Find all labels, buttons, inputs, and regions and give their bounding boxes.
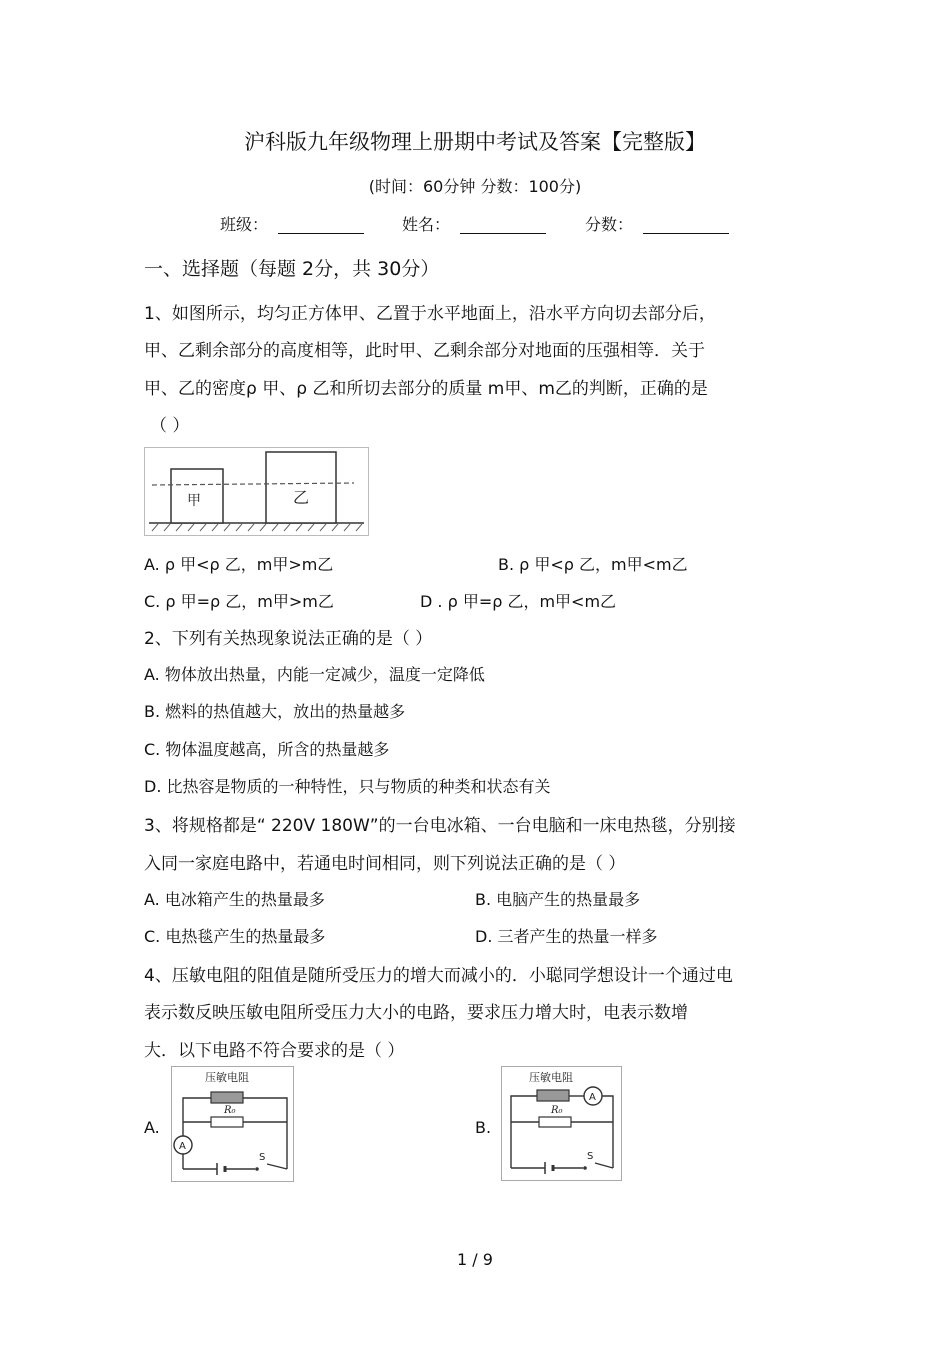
class-blank: [278, 215, 364, 234]
sensor-resistor: [537, 1090, 569, 1101]
r0-label: R₀: [224, 1105, 236, 1116]
q3-option-b[interactable]: B. 电脑产生的热量最多: [475, 890, 641, 909]
q4-option-b-label[interactable]: B.: [475, 1118, 492, 1137]
q1-option-a[interactable]: A. ρ 甲<ρ 乙，m甲>m乙: [144, 555, 334, 574]
q2-option-c[interactable]: C. 物体温度越高，所含的热量越多: [144, 740, 390, 759]
q4-line: 表示数反映压敏电阻所受压力大小的电路，要求压力增大时，电表示数增: [144, 1003, 688, 1023]
r0-resistor: [211, 1117, 243, 1127]
q4-line: 大．以下电路不符合要求的是（ ）: [144, 1041, 405, 1061]
q3-option-d[interactable]: D. 三者产生的热量一样多: [475, 927, 658, 946]
q4-line: 4、压敏电阻的阻值是随所受压力的增大而减小的．小聪同学想设计一个通过电: [144, 966, 733, 986]
page-number: 1 / 9: [457, 1250, 493, 1269]
switch-pivot: [255, 1167, 259, 1171]
q1-line: （ ）: [150, 416, 190, 436]
score-label: 分数：: [585, 215, 634, 234]
ammeter-label: A: [179, 1141, 186, 1152]
label-jia: 甲: [187, 493, 201, 509]
switch-pivot: [583, 1166, 587, 1170]
switch-label: S: [587, 1151, 594, 1162]
q1-figure: [144, 447, 370, 537]
q2-option-a[interactable]: A. 物体放出热量，内能一定减少，温度一定降低: [144, 665, 485, 684]
q1-option-c[interactable]: C. ρ 甲=ρ 乙，m甲>m乙: [144, 592, 334, 611]
q3-line: 入同一家庭电路中，若通电时间相同，则下列说法正确的是（ ）: [144, 854, 626, 874]
score-field: [585, 212, 729, 235]
ammeter-label: A: [589, 1092, 596, 1103]
circuit-a: [171, 1066, 295, 1183]
q4-option-a-label[interactable]: A.: [144, 1118, 160, 1137]
circuit-b: [501, 1066, 623, 1182]
q2-option-b[interactable]: B. 燃料的热值越大，放出的热量越多: [144, 702, 406, 721]
q3-option-c[interactable]: C. 电热毯产生的热量最多: [144, 927, 326, 946]
r0-label: R₀: [551, 1105, 563, 1116]
switch-label: S: [259, 1152, 266, 1163]
name-field: [402, 212, 546, 235]
q1-line: 1、如图所示，均匀正方体甲、乙置于水平地面上，沿水平方向切去部分后，: [144, 304, 716, 324]
q3-line: 3、将规格都是“ 220V 180W”的一台电冰箱、一台电脑和一床电热毯，分别接: [144, 816, 736, 836]
q1-line: 甲、乙剩余部分的高度相等，此时甲、乙剩余部分对地面的压强相等．关于: [144, 341, 705, 361]
label-yi: 乙: [293, 488, 310, 507]
exam-info: (时间：60分钟 分数：100分): [368, 177, 582, 196]
q1-option-b[interactable]: B. ρ 甲<ρ 乙，m甲<m乙: [498, 555, 688, 574]
class-field: [220, 212, 364, 235]
q1-line: 甲、乙的密度ρ 甲、ρ 乙和所切去部分的质量 m甲、m乙的判断，正确的是: [144, 379, 708, 399]
q2-option-d[interactable]: D. 比热容是物质的一种特性，只与物质的种类和状态有关: [144, 777, 551, 796]
score-blank: [643, 215, 729, 234]
name-label: 姓名：: [402, 215, 451, 234]
sensor-label: 压敏电阻: [529, 1071, 573, 1084]
class-label: 班级：: [220, 215, 269, 234]
section-heading: 一、选择题（每题 2分，共 30分）: [144, 258, 440, 280]
sensor-resistor: [211, 1092, 243, 1103]
page-title: 沪科版九年级物理上册期中考试及答案【完整版】: [244, 130, 706, 154]
name-blank: [460, 215, 546, 234]
q1-option-d[interactable]: D . ρ 甲=ρ 乙，m甲<m乙: [420, 592, 617, 611]
r0-resistor: [539, 1117, 571, 1127]
q2-stem: 2、下列有关热现象说法正确的是（ ）: [144, 629, 433, 649]
q3-option-a[interactable]: A. 电冰箱产生的热量最多: [144, 890, 325, 909]
sensor-label: 压敏电阻: [205, 1071, 249, 1084]
